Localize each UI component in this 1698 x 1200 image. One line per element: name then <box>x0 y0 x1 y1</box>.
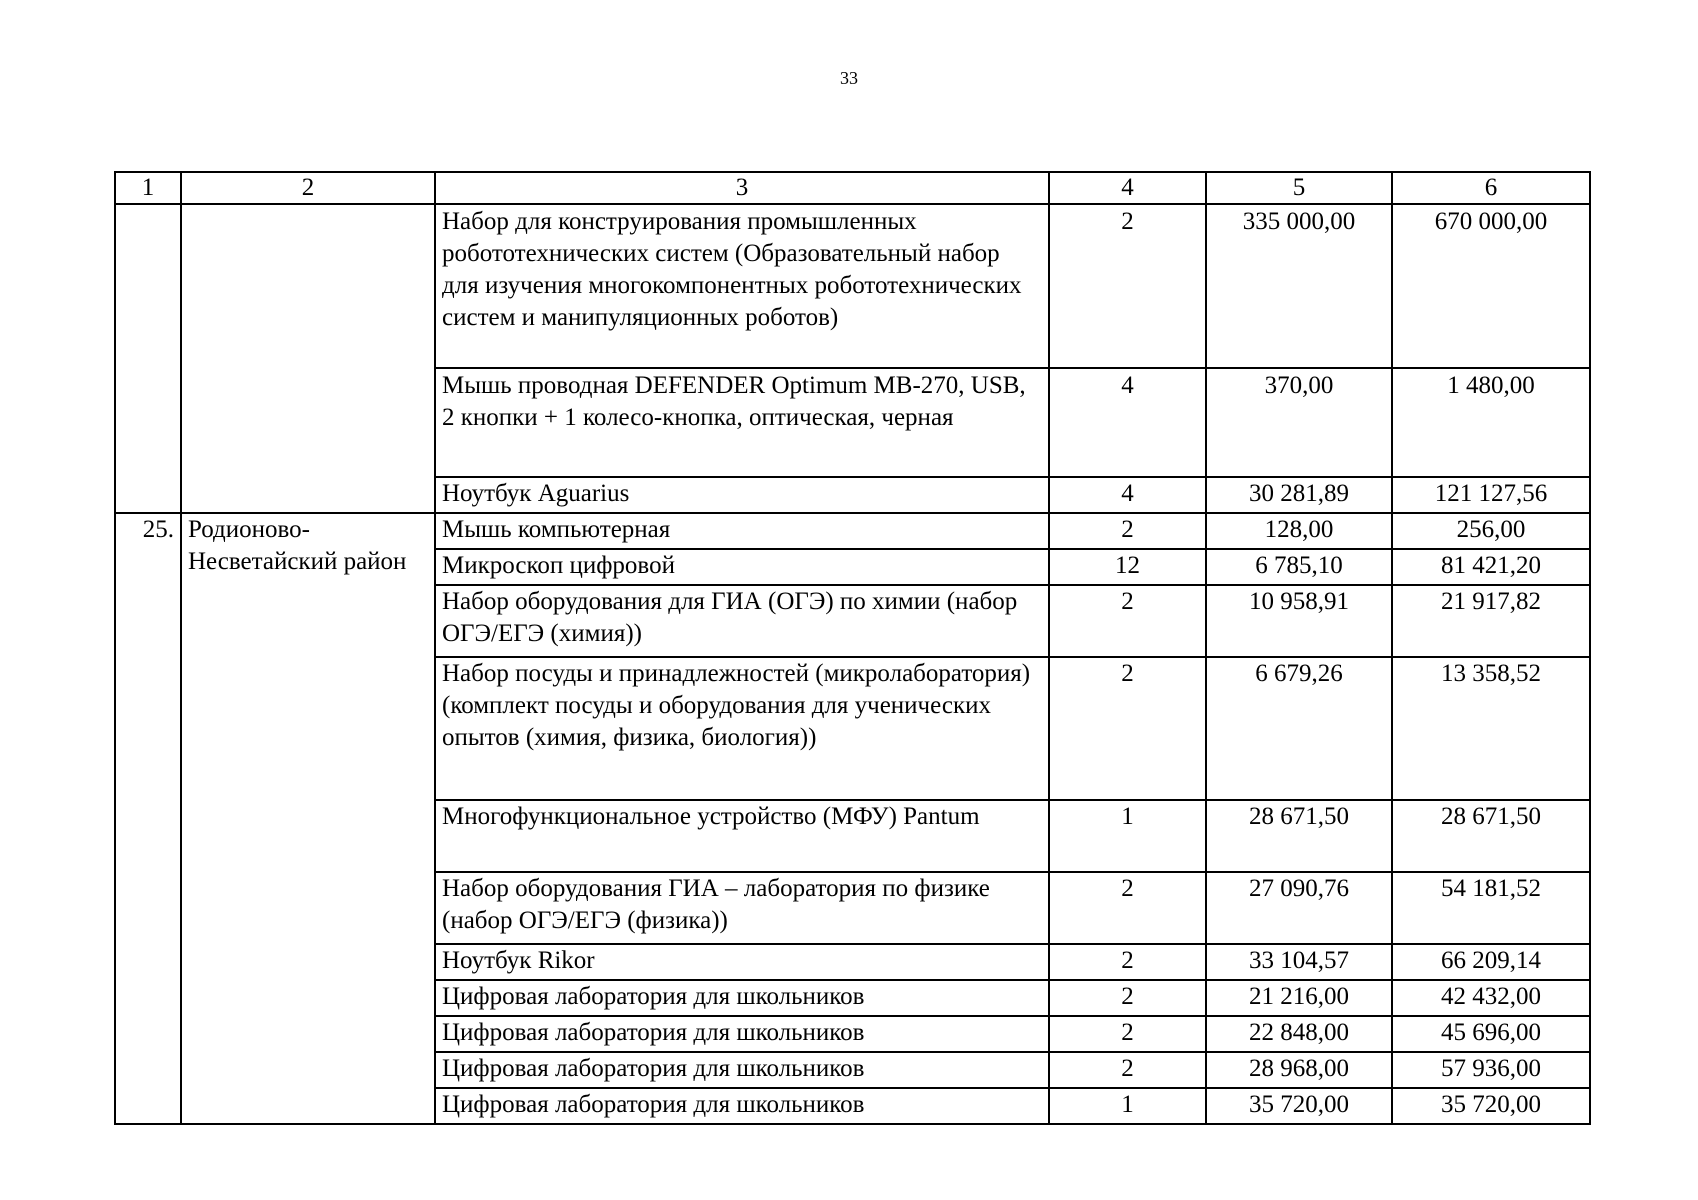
item-count: 2 <box>1049 1052 1206 1088</box>
item-count: 1 <box>1049 1088 1206 1124</box>
item-count: 2 <box>1049 513 1206 549</box>
table-row <box>115 204 1590 368</box>
row-number: 25. <box>115 513 181 1124</box>
item-price: 6 785,10 <box>1206 549 1392 585</box>
item-price: 30 281,89 <box>1206 477 1392 513</box>
item-price: 22 848,00 <box>1206 1016 1392 1052</box>
item-count: 2 <box>1049 1016 1206 1052</box>
column-header-1: 1 <box>115 172 181 204</box>
item-name: Ноутбук Rikor <box>435 944 1049 980</box>
item-count: 2 <box>1049 944 1206 980</box>
page-number: 33 <box>840 68 858 88</box>
table-row <box>115 513 1590 549</box>
item-total: 45 696,00 <box>1392 1016 1590 1052</box>
item-name: Микроскоп цифровой <box>435 549 1049 585</box>
item-price: 35 720,00 <box>1206 1088 1392 1124</box>
item-total: 1 480,00 <box>1392 368 1590 477</box>
equipment-table <box>114 171 1591 1125</box>
item-price: 128,00 <box>1206 513 1392 549</box>
item-count: 2 <box>1049 980 1206 1016</box>
item-price: 6 679,26 <box>1206 657 1392 800</box>
column-header-4: 4 <box>1049 172 1206 204</box>
item-price: 21 216,00 <box>1206 980 1392 1016</box>
item-price: 28 671,50 <box>1206 800 1392 872</box>
table-header-row <box>115 172 1590 204</box>
item-count: 12 <box>1049 549 1206 585</box>
item-price: 10 958,91 <box>1206 585 1392 657</box>
column-header-2: 2 <box>181 172 435 204</box>
item-name: Мышь проводная DEFENDER Optimum MB-270, USB, 2 кнопки + 1 колесо-кнопка, оптическая, черная <box>435 368 1049 477</box>
item-price: 27 090,76 <box>1206 872 1392 944</box>
item-total: 28 671,50 <box>1392 800 1590 872</box>
item-total: 21 917,82 <box>1392 585 1590 657</box>
column-header-6: 6 <box>1392 172 1590 204</box>
item-total: 670 000,00 <box>1392 204 1590 368</box>
item-total: 35 720,00 <box>1392 1088 1590 1124</box>
item-total: 256,00 <box>1392 513 1590 549</box>
item-name: Набор оборудования для ГИА (ОГЭ) по химии (набор ОГЭ/ЕГЭ (химия)) <box>435 585 1049 657</box>
item-name: Цифровая лаборатория для школьников <box>435 1088 1049 1124</box>
item-price: 28 968,00 <box>1206 1052 1392 1088</box>
region-name: Родионово-Несветайский район <box>181 513 435 1124</box>
item-total: 66 209,14 <box>1392 944 1590 980</box>
item-name: Набор оборудования ГИА – лаборатория по физике (набор ОГЭ/ЕГЭ (физика)) <box>435 872 1049 944</box>
item-total: 13 358,52 <box>1392 657 1590 800</box>
item-total: 81 421,20 <box>1392 549 1590 585</box>
item-name: Мышь компьютерная <box>435 513 1049 549</box>
column-header-5: 5 <box>1206 172 1392 204</box>
item-total: 121 127,56 <box>1392 477 1590 513</box>
item-price: 335 000,00 <box>1206 204 1392 368</box>
item-total: 42 432,00 <box>1392 980 1590 1016</box>
item-count: 2 <box>1049 585 1206 657</box>
item-name: Многофункциональное устройство (МФУ) Pantum <box>435 800 1049 872</box>
item-price: 33 104,57 <box>1206 944 1392 980</box>
item-count: 2 <box>1049 872 1206 944</box>
number-cell-empty <box>115 204 181 513</box>
column-header-3: 3 <box>435 172 1049 204</box>
item-name: Ноутбук Aguarius <box>435 477 1049 513</box>
region-cell-empty <box>181 204 435 513</box>
item-count: 4 <box>1049 368 1206 477</box>
item-count: 2 <box>1049 204 1206 368</box>
item-name: Цифровая лаборатория для школьников <box>435 1016 1049 1052</box>
item-count: 4 <box>1049 477 1206 513</box>
item-count: 2 <box>1049 657 1206 800</box>
item-name: Цифровая лаборатория для школьников <box>435 980 1049 1016</box>
item-total: 57 936,00 <box>1392 1052 1590 1088</box>
item-price: 370,00 <box>1206 368 1392 477</box>
item-count: 1 <box>1049 800 1206 872</box>
item-name: Набор для конструирования промышленных робототехнических систем (Образовательный набор для изучения многокомпонентных робототехнических систем и манипуляционных роботов) <box>435 204 1049 368</box>
item-name: Цифровая лаборатория для школьников <box>435 1052 1049 1088</box>
item-total: 54 181,52 <box>1392 872 1590 944</box>
item-name: Набор посуды и принадлежностей (микролаборатория) (комплект посуды и оборудования для ученических опытов (химия, физика, биология)) <box>435 657 1049 800</box>
